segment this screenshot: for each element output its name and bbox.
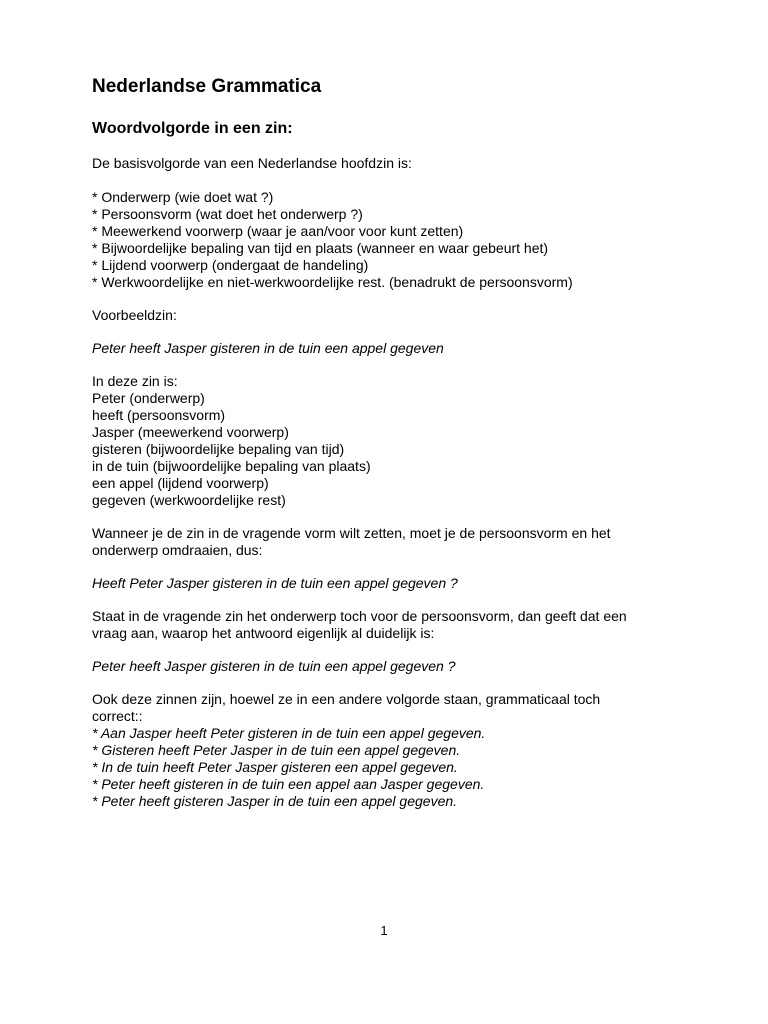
variants-list: [92, 725, 692, 810]
rhetorical-sentence: Peter heeft Jasper gisteren in de tuin een appel gegeven ?: [92, 658, 456, 674]
list-item: * Onderwerp (wie doet wat ?): [92, 189, 274, 205]
intro-paragraph: De basisvolgorde van een Nederlandse hoofdzin is:: [92, 155, 412, 171]
rhetorical-intro-line-1: Staat in de vragende zin het onderwerp toch voor de persoonsvorm, dan geeft dat een: [92, 608, 627, 624]
analysis-list: [92, 390, 692, 509]
page-number: 1: [380, 923, 388, 938]
list-item: * Werkwoordelijke en niet-werkwoordelijke rest. (benadrukt de persoonsvorm): [92, 274, 573, 290]
rhetorical-intro-line-2: vraag aan, waarop het antwoord eigenlijk al duidelijk is:: [92, 625, 435, 641]
section-heading: Woordvolgorde in een zin:: [92, 120, 293, 137]
list-item: * Meewerkend voorwerp (waar je aan/voor voor kunt zetten): [92, 223, 464, 239]
list-item: gegeven (werkwoordelijke rest): [92, 492, 286, 508]
list-item: * Aan Jasper heeft Peter gisteren in de tuin een appel gegeven.: [92, 725, 486, 741]
list-item: * Persoonsvorm (wat doet het onderwerp ?): [92, 206, 363, 222]
question-intro-line-2: onderwerp omdraaien, dus:: [92, 542, 263, 558]
example-sentence: Peter heeft Jasper gisteren in de tuin een appel gegeven: [92, 340, 444, 356]
question-intro-line-1: Wanneer je de zin in de vragende vorm wilt zetten, moet je de persoonsvorm en het: [92, 525, 611, 541]
list-item: een appel (lijdend voorwerp): [92, 475, 269, 491]
document-content: [92, 76, 692, 810]
order-list: [92, 189, 692, 291]
list-item: * In de tuin heeft Peter Jasper gisteren een appel gegeven.: [92, 759, 458, 775]
list-item: Jasper (meewerkend voorwerp): [92, 424, 289, 440]
analysis-label: In deze zin is:: [92, 373, 178, 389]
list-item: * Lijdend voorwerp (ondergaat de handeling): [92, 257, 369, 273]
list-item: * Peter heeft gisteren Jasper in de tuin een appel gegeven.: [92, 793, 458, 809]
question-sentence: Heeft Peter Jasper gisteren in de tuin een appel gegeven ?: [92, 575, 458, 591]
document-title: Nederlandse Grammatica: [92, 76, 322, 97]
list-item: * Peter heeft gisteren in de tuin een appel aan Jasper gegeven.: [92, 776, 485, 792]
list-item: * Bijwoordelijke bepaling van tijd en plaats (wanneer en waar gebeurt het): [92, 240, 549, 256]
list-item: Peter (onderwerp): [92, 390, 205, 406]
list-item: * Gisteren heeft Peter Jasper in de tuin een appel gegeven.: [92, 742, 461, 758]
list-item: heeft (persoonsvorm): [92, 407, 226, 423]
list-item: in de tuin (bijwoordelijke bepaling van plaats): [92, 458, 371, 474]
example-label: Voorbeeldzin:: [92, 307, 177, 323]
variants-intro-line-2: correct::: [92, 708, 143, 724]
variants-intro-line-1: Ook deze zinnen zijn, hoewel ze in een andere volgorde staan, grammaticaal toch: [92, 691, 601, 707]
list-item: gisteren (bijwoordelijke bepaling van tijd): [92, 441, 345, 457]
